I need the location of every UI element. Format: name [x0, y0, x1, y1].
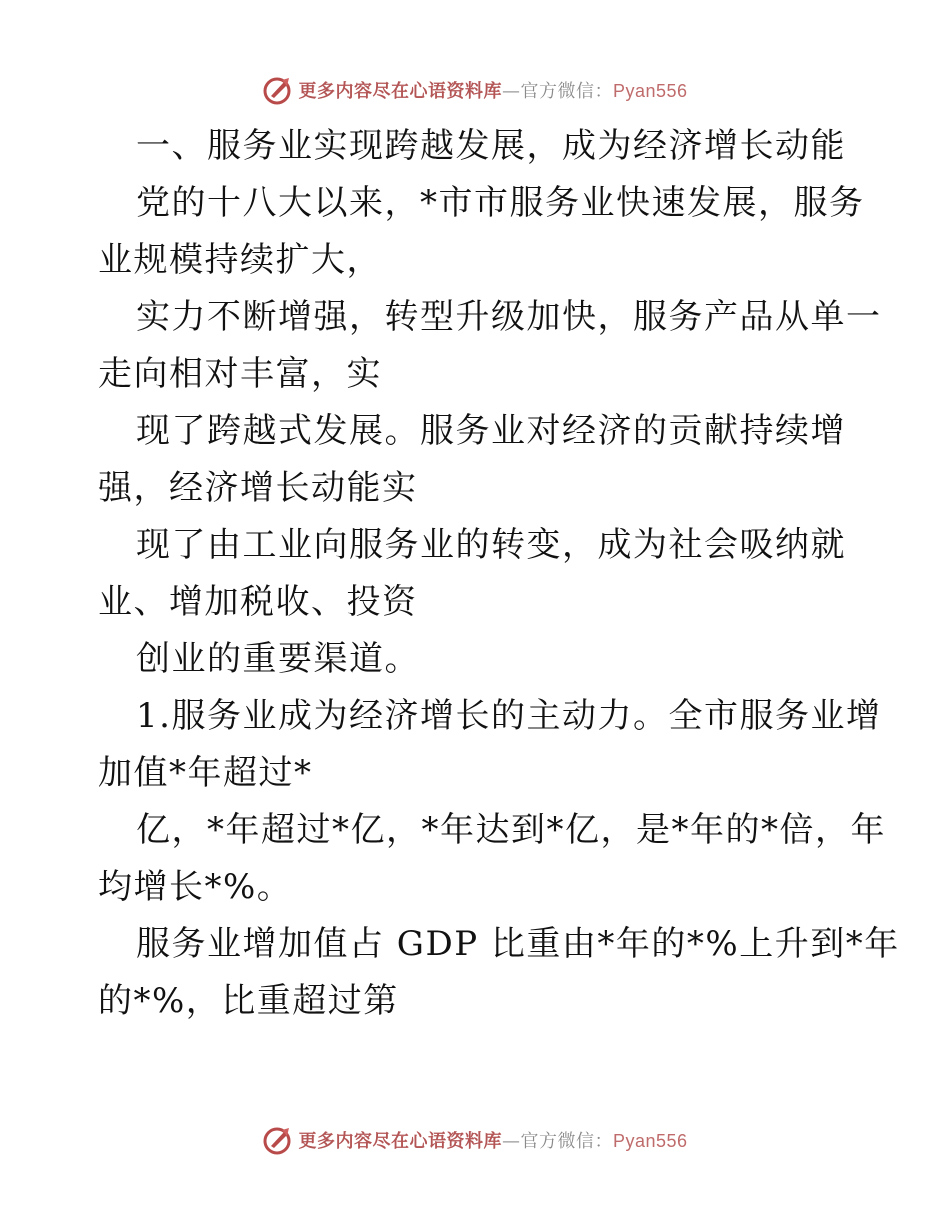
footer-wechat-id: Pyan556: [612, 1131, 688, 1151]
footer-banner-text: [298, 1127, 687, 1153]
paragraph-line: 现了由工业向服务业的转变，成为社会吸纳就: [136, 525, 846, 565]
header-banner-text: [298, 77, 687, 103]
paragraph-line: 强，经济增长动能实: [98, 468, 418, 508]
header-wechat-id: Pyan556: [612, 81, 688, 101]
document-body: [98, 118, 900, 1030]
paragraph-line: 加值*年超过*: [98, 753, 313, 793]
paragraph-line: 党的十八大以来，*市市服务业快速发展，服务: [136, 183, 865, 223]
footer-banner: [0, 1120, 950, 1160]
paragraph-line: 业规模持续扩大，: [98, 240, 382, 280]
paragraph-line: 走向相对丰富，实: [98, 354, 382, 394]
paragraph-line: 业、增加税收、投资: [98, 582, 418, 622]
paragraph-line: 现了跨越式发展。服务业对经济的贡献持续增: [136, 411, 846, 451]
paragraph-line: 创业的重要渠道。: [136, 639, 420, 679]
footer-dash: —: [501, 1131, 521, 1152]
footer-brand-text: 更多内容尽在心语资料库: [298, 1131, 502, 1152]
paragraph-line: 服务业增加值占 GDP 比重由*年的*%上升到*年: [136, 924, 900, 964]
paragraph-line: 均增长*%。: [98, 867, 293, 907]
header-wechat-label: 官方微信：: [520, 81, 613, 102]
paragraph-line: 的*%，比重超过第: [98, 981, 399, 1021]
header-dash: —: [501, 81, 521, 102]
paragraph-line: 实力不断增强，转型升级加快，服务产品从单一: [136, 297, 882, 337]
footer-wechat-label: 官方微信：: [520, 1131, 613, 1152]
paragraph-line: 亿，*年超过*亿，*年达到*亿，是*年的*倍，年: [136, 810, 886, 850]
logo-icon: [262, 1124, 294, 1156]
header-brand-text: 更多内容尽在心语资料库: [298, 81, 502, 102]
header-banner: [0, 70, 950, 110]
logo-icon: [262, 74, 294, 106]
section-heading: 一、服务业实现跨越发展，成为经济增长动能: [136, 126, 846, 166]
subsection-line: 1.服务业成为经济增长的主动力。全市服务业增: [136, 696, 882, 736]
